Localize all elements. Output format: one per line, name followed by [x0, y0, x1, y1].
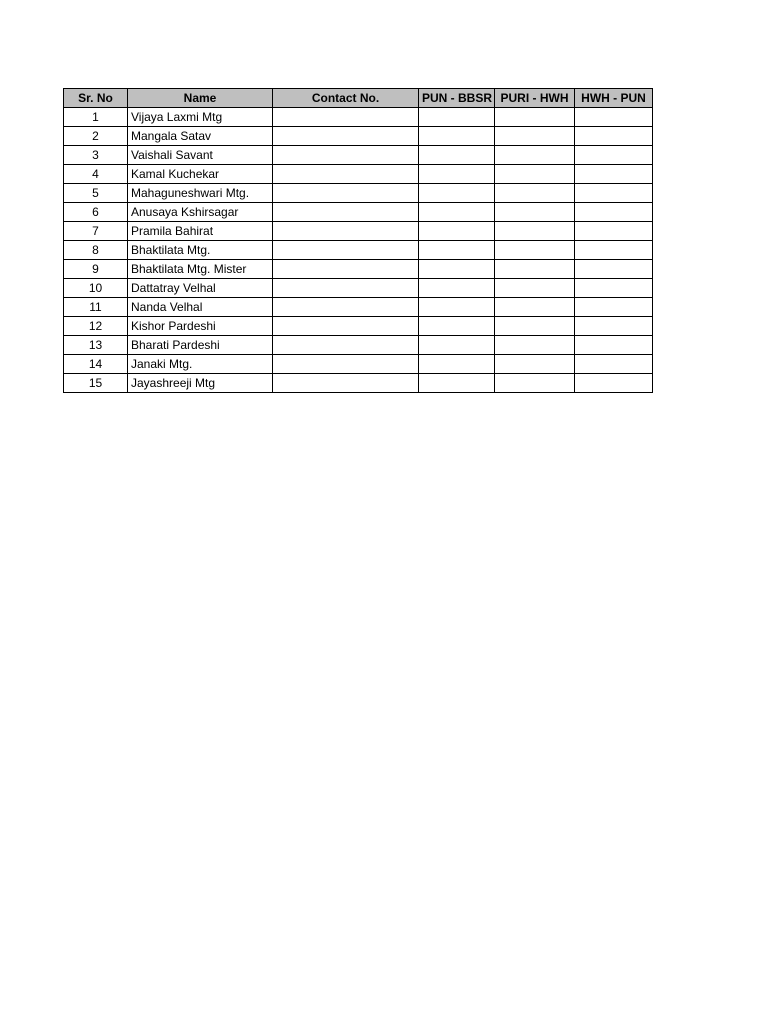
- contact-sheet-table: [63, 88, 653, 393]
- header-puri-hwh: PURI - HWH: [495, 89, 575, 108]
- cell-name: Janaki Mtg.: [128, 355, 273, 374]
- cell-sr-no: 2: [64, 127, 128, 146]
- cell-name: Mangala Satav: [128, 127, 273, 146]
- cell-hwh-pun: [575, 127, 653, 146]
- cell-pun-bbsr: [419, 298, 495, 317]
- table-row: [64, 127, 653, 146]
- cell-contact-no: [273, 165, 419, 184]
- table-row: [64, 165, 653, 184]
- table-row: [64, 260, 653, 279]
- cell-puri-hwh: [495, 127, 575, 146]
- cell-contact-no: [273, 203, 419, 222]
- cell-pun-bbsr: [419, 222, 495, 241]
- cell-hwh-pun: [575, 241, 653, 260]
- header-sr-no: Sr. No: [64, 89, 128, 108]
- cell-pun-bbsr: [419, 260, 495, 279]
- cell-hwh-pun: [575, 317, 653, 336]
- cell-contact-no: [273, 127, 419, 146]
- cell-contact-no: [273, 184, 419, 203]
- cell-puri-hwh: [495, 241, 575, 260]
- header-hwh-pun: HWH - PUN: [575, 89, 653, 108]
- cell-pun-bbsr: [419, 336, 495, 355]
- cell-sr-no: 7: [64, 222, 128, 241]
- table-row: [64, 241, 653, 260]
- table-row: [64, 336, 653, 355]
- cell-pun-bbsr: [419, 279, 495, 298]
- cell-hwh-pun: [575, 260, 653, 279]
- cell-sr-no: 11: [64, 298, 128, 317]
- cell-puri-hwh: [495, 146, 575, 165]
- table-row: [64, 184, 653, 203]
- cell-sr-no: 8: [64, 241, 128, 260]
- cell-contact-no: [273, 355, 419, 374]
- cell-hwh-pun: [575, 279, 653, 298]
- cell-hwh-pun: [575, 355, 653, 374]
- cell-hwh-pun: [575, 222, 653, 241]
- cell-pun-bbsr: [419, 146, 495, 165]
- cell-contact-no: [273, 279, 419, 298]
- cell-pun-bbsr: [419, 355, 495, 374]
- cell-puri-hwh: [495, 184, 575, 203]
- header-contact-no: Contact No.: [273, 89, 419, 108]
- cell-name: Nanda Velhal: [128, 298, 273, 317]
- cell-puri-hwh: [495, 108, 575, 127]
- header-pun-bbsr: PUN - BBSR: [419, 89, 495, 108]
- cell-puri-hwh: [495, 336, 575, 355]
- cell-sr-no: 5: [64, 184, 128, 203]
- header-name: Name: [128, 89, 273, 108]
- cell-puri-hwh: [495, 222, 575, 241]
- cell-pun-bbsr: [419, 317, 495, 336]
- table-row: [64, 279, 653, 298]
- cell-hwh-pun: [575, 146, 653, 165]
- cell-name: Anusaya Kshirsagar: [128, 203, 273, 222]
- cell-contact-no: [273, 260, 419, 279]
- cell-contact-no: [273, 298, 419, 317]
- cell-sr-no: 6: [64, 203, 128, 222]
- cell-name: Kamal Kuchekar: [128, 165, 273, 184]
- cell-name: Kishor Pardeshi: [128, 317, 273, 336]
- cell-puri-hwh: [495, 374, 575, 393]
- cell-name: Bharati Pardeshi: [128, 336, 273, 355]
- cell-name: Vaishali Savant: [128, 146, 273, 165]
- table-row: [64, 108, 653, 127]
- cell-contact-no: [273, 336, 419, 355]
- cell-contact-no: [273, 108, 419, 127]
- table-row: [64, 222, 653, 241]
- cell-name: Bhaktilata Mtg. Mister: [128, 260, 273, 279]
- cell-name: Pramila Bahirat: [128, 222, 273, 241]
- cell-puri-hwh: [495, 355, 575, 374]
- cell-sr-no: 10: [64, 279, 128, 298]
- cell-contact-no: [273, 222, 419, 241]
- cell-contact-no: [273, 317, 419, 336]
- cell-sr-no: 15: [64, 374, 128, 393]
- table-row: [64, 146, 653, 165]
- cell-hwh-pun: [575, 108, 653, 127]
- cell-pun-bbsr: [419, 241, 495, 260]
- table-row: [64, 355, 653, 374]
- cell-hwh-pun: [575, 336, 653, 355]
- cell-contact-no: [273, 374, 419, 393]
- cell-sr-no: 13: [64, 336, 128, 355]
- cell-puri-hwh: [495, 317, 575, 336]
- cell-contact-no: [273, 146, 419, 165]
- cell-pun-bbsr: [419, 203, 495, 222]
- cell-name: Mahaguneshwari Mtg.: [128, 184, 273, 203]
- cell-sr-no: 1: [64, 108, 128, 127]
- cell-sr-no: 4: [64, 165, 128, 184]
- cell-puri-hwh: [495, 165, 575, 184]
- cell-name: Jayashreeji Mtg: [128, 374, 273, 393]
- cell-pun-bbsr: [419, 165, 495, 184]
- cell-name: Dattatray Velhal: [128, 279, 273, 298]
- table-row: [64, 203, 653, 222]
- cell-hwh-pun: [575, 374, 653, 393]
- cell-puri-hwh: [495, 298, 575, 317]
- cell-sr-no: 14: [64, 355, 128, 374]
- cell-contact-no: [273, 241, 419, 260]
- cell-sr-no: 3: [64, 146, 128, 165]
- table-row: [64, 317, 653, 336]
- cell-sr-no: 9: [64, 260, 128, 279]
- table-row: [64, 298, 653, 317]
- cell-hwh-pun: [575, 165, 653, 184]
- cell-puri-hwh: [495, 260, 575, 279]
- header-row: [64, 89, 653, 108]
- cell-pun-bbsr: [419, 108, 495, 127]
- cell-puri-hwh: [495, 203, 575, 222]
- cell-pun-bbsr: [419, 127, 495, 146]
- cell-name: Vijaya Laxmi Mtg: [128, 108, 273, 127]
- cell-pun-bbsr: [419, 374, 495, 393]
- cell-puri-hwh: [495, 279, 575, 298]
- table-row: [64, 374, 653, 393]
- cell-pun-bbsr: [419, 184, 495, 203]
- cell-hwh-pun: [575, 203, 653, 222]
- cell-name: Bhaktilata Mtg.: [128, 241, 273, 260]
- cell-sr-no: 12: [64, 317, 128, 336]
- cell-hwh-pun: [575, 298, 653, 317]
- cell-hwh-pun: [575, 184, 653, 203]
